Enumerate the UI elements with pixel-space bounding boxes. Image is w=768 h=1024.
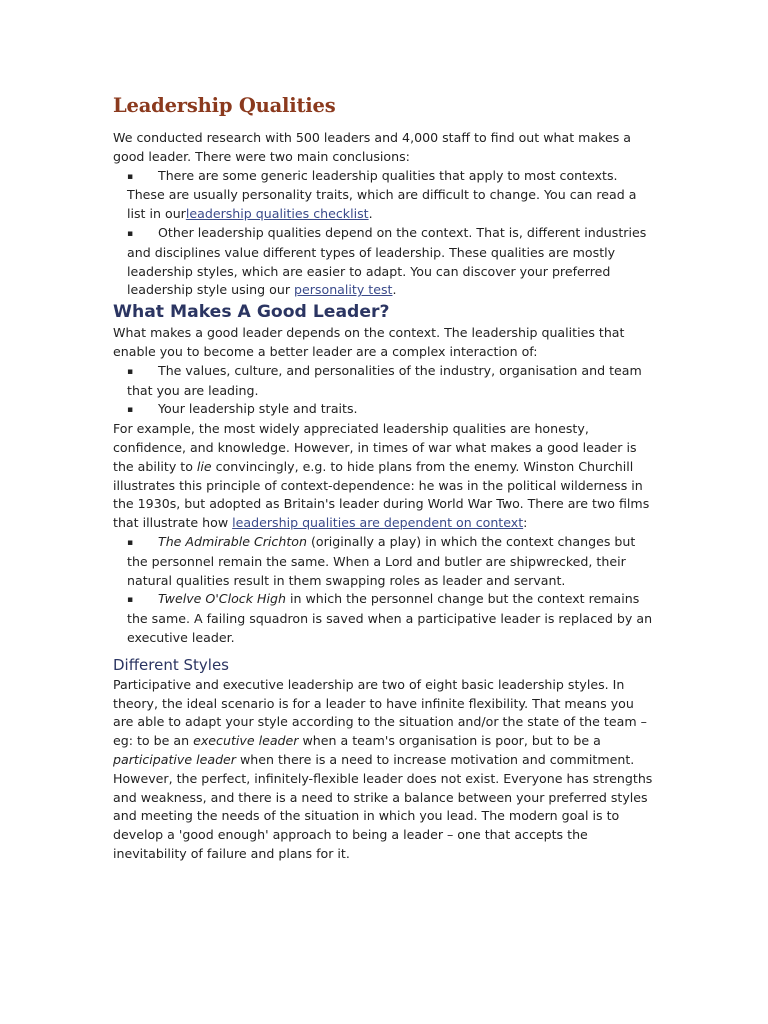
list-item bbox=[127, 224, 658, 300]
executive-leader-italic: executive leader bbox=[193, 733, 299, 749]
styles-text-a: Participative and executive leadership are two of eight basic leadership styles. In theory, the ideal scenario is for a leader to have infinite flexibility. That means you are able to adapt your style according to the situation and/or the state of the team – eg: to be an bbox=[113, 676, 647, 749]
bullet-icon: ▪ bbox=[127, 171, 134, 182]
example-text-1: For example, the most widely appreciated leadership qualities are honesty, confidence, and knowledge. However, in times of war what makes a good leader is the ability to bbox=[113, 421, 637, 474]
article bbox=[113, 92, 658, 864]
list-item bbox=[127, 362, 658, 401]
example-paragraph bbox=[113, 420, 658, 533]
intro-paragraph: We conducted research with 500 leaders and 4,000 staff to find out what makes a good leader. There were two main conclusions: bbox=[113, 130, 631, 164]
participative-leader-italic: participative leader bbox=[113, 751, 236, 767]
section-heading-good-leader: What Makes A Good Leader? bbox=[113, 302, 390, 323]
list-item bbox=[127, 533, 658, 590]
styles-text-b: when a team's organisation is poor, but to be a bbox=[298, 733, 601, 749]
example-text-2: convincingly, e.g. to hide plans from the enemy. Winston Churchill illustrates this principle of context-dependence: he was in the political wilderness in the 1930s, but adopted as Britain's leader during World War Two. There are two films that illustrate how bbox=[113, 458, 650, 531]
context-dependent-link[interactable]: leadership qualities are dependent on context bbox=[232, 515, 524, 531]
list-item bbox=[127, 167, 658, 224]
page-title: Leadership Qualities bbox=[113, 94, 336, 117]
list-item bbox=[127, 590, 658, 647]
bullet-icon: ▪ bbox=[127, 228, 134, 239]
list-item-end: . bbox=[368, 206, 373, 222]
factors-list bbox=[113, 362, 658, 420]
styles-text-c: when there is a need to increase motivation and commitment. bbox=[236, 751, 635, 767]
styles-paragraph-2: However, the perfect, infinitely-flexible leader does not exist. Everyone has strengths and weakness, and there is a need to strike a balance between your preferred styles and meeting the needs of the situation in which you lead. The modern goal is to develop a 'good enough' approach to being a leader – one that accepts the inevitability of failure and plans for it. bbox=[113, 770, 653, 861]
films-list bbox=[113, 533, 658, 648]
list-item-text: (originally a play) in which the context changes but the personnel remain the same. When a Lord and butler are shipwrecked, their natural qualities result in them swapping roles as leader and servant. bbox=[127, 533, 636, 588]
example-italic-lie: lie bbox=[196, 458, 212, 474]
bullet-icon: ▪ bbox=[127, 595, 134, 606]
list-item-text: Other leadership qualities depend on the context. That is, different industries and disciplines value different types of leadership. These qualities are mostly leadership styles, which are easier to adapt. You can discover your preferred leadership style using our bbox=[127, 224, 647, 298]
good-leader-intro: What makes a good leader depends on the context. The leadership qualities that enable you to become a better leader are a complex interaction of: bbox=[113, 325, 625, 359]
film-title: Twelve O'Clock High bbox=[158, 591, 286, 607]
conclusions-list bbox=[113, 167, 658, 301]
list-item-text: The values, culture, and personalities of the industry, organisation and team that you are leading. bbox=[127, 362, 642, 398]
leadership-qualities-checklist-link[interactable]: leadership qualities checklist bbox=[185, 206, 369, 222]
personality-test-link[interactable]: personality test bbox=[294, 282, 393, 298]
example-end: : bbox=[523, 515, 528, 531]
list-item-text: in which the personnel change but the context remains the same. A failing squadron is saved when a participative leader is replaced by an executive leader. bbox=[127, 591, 653, 645]
list-item-end: . bbox=[392, 282, 397, 298]
film-title: The Admirable Crichton bbox=[158, 533, 307, 549]
section-heading-styles: Different Styles bbox=[113, 655, 229, 674]
list-item-text: There are some generic leadership qualities that apply to most contexts. These are usually personality traits, which are difficult to change. You can read a list in our bbox=[127, 167, 637, 222]
bullet-icon: ▪ bbox=[127, 366, 134, 377]
bullet-icon: ▪ bbox=[127, 537, 134, 548]
styles-paragraph-1 bbox=[113, 676, 658, 770]
bullet-icon: ▪ bbox=[127, 405, 134, 416]
list-item bbox=[127, 400, 658, 420]
list-item-text: Your leadership style and traits. bbox=[158, 401, 358, 417]
